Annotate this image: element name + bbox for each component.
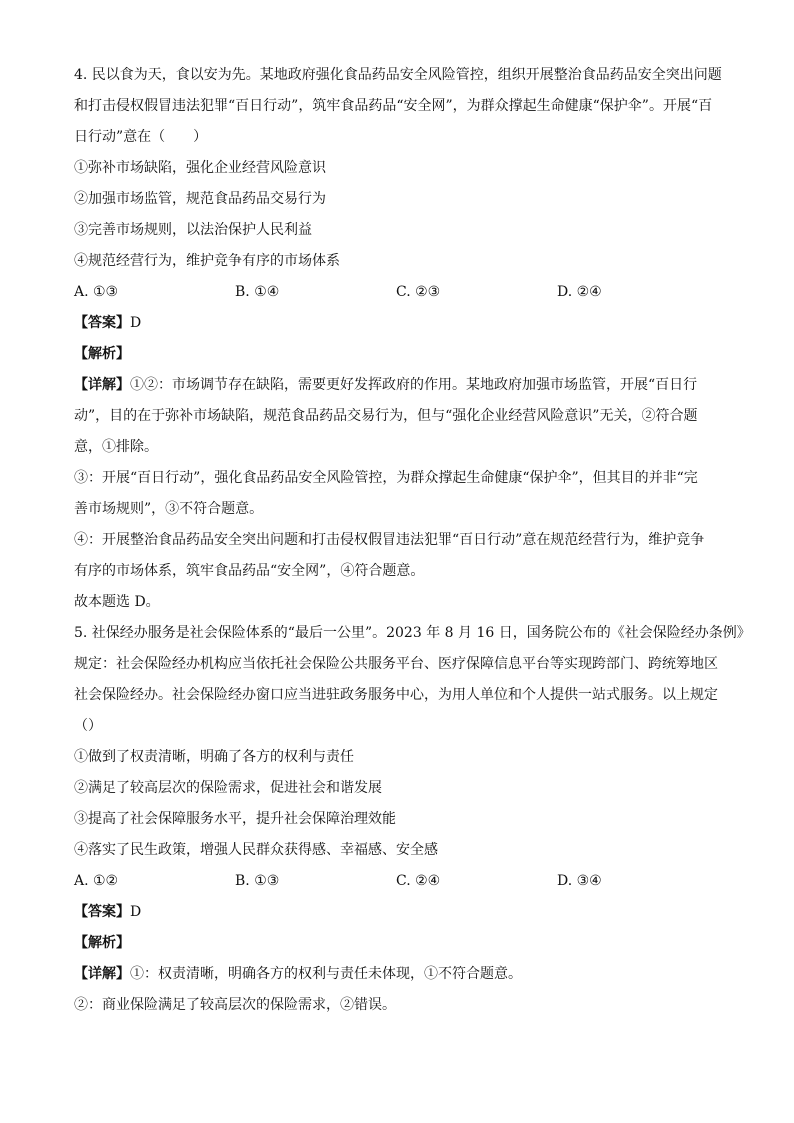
q4-stem-line-1: 4. 民以食为天，食以安为先。某地政府强化食品药品安全风险管控，组织开展整治食品药品安全突出问题 (74, 67, 722, 83)
q4-detail-line-2: 动”，目的在于弥补市场缺陷，规范食品药品交易行为，但与“强化企业经营风险意识”无关，②符合题 (74, 408, 698, 424)
q5-detail-text-1: ①：权责清晰，明确各方的权利与责任未体现，①不符合题意。 (130, 966, 522, 982)
q4-option-a: A. ①③ (74, 284, 119, 300)
q4-statement-3: ③完善市场规则，以法治保护人民利益 (74, 222, 312, 238)
q4-detail-line-7: 有序的市场体系，筑牢食品药品“安全网”，④符合题意。 (74, 563, 425, 579)
q4-analysis-tag: 【解析】 (74, 346, 130, 362)
q4-stem-line-3: 日行动”意在（ ） (74, 129, 208, 145)
q5-answer-value: D (130, 904, 142, 920)
q5-statement-4: ④落实了民生政策，增强人民群众获得感、幸福感、安全感 (74, 842, 438, 858)
q5-detail-tag: 【详解】 (74, 966, 130, 982)
q5-option-b: B. ①③ (235, 873, 280, 889)
q5-answer-tag: 【答案】 (74, 904, 130, 920)
q4-stem-line-2: 和打击侵权假冒违法犯罪“百日行动”，筑牢食品药品“安全网”，为群众撑起生命健康“保护伞”。开展“百 (74, 98, 713, 114)
q5-analysis (74, 928, 724, 959)
q4-detail-tag: 【详解】 (74, 377, 130, 393)
q4-answer-tag: 【答案】 (74, 315, 130, 331)
q4-option-c: C. ②③ (396, 284, 441, 300)
q5-option-a: A. ①② (74, 873, 119, 889)
q5-answer (74, 897, 724, 928)
q5-stem-line-1: 5. 社保经办服务是社会保险体系的“最后一公里”。2023 年 8 月 16 日，国务院公布的《社会保险经办条例》 (74, 625, 751, 641)
q5-detail-line-1 (74, 959, 724, 990)
q4-detail-line-4: ③：开展“百日行动”，强化食品药品安全风险管控，为群众撑起生命健康“保护伞”，但其目的并非“完 (74, 470, 698, 486)
q4-detail-line-6: ④：开展整治食品药品安全突出问题和打击侵权假冒违法犯罪“百日行动”意在规范经营行为，维护竞争 (74, 532, 705, 548)
q5-stem-line-3: 社会保险经办。社会保险经办窗口应当进驻政务服务中心，为用人单位和个人提供一站式服务。以上规定 (74, 687, 718, 703)
q5-statement-1: ①做到了权责清晰，明确了各方的权利与责任 (74, 749, 354, 765)
document-page (74, 60, 751, 1021)
q4-conclusion: 故本题选 D。 (74, 594, 160, 610)
q5-options (74, 866, 724, 897)
q4-detail-line-5: 善市场规则”，③不符合题意。 (74, 501, 264, 517)
q5-analysis-tag: 【解析】 (74, 935, 130, 951)
q5-statement-3: ③提高了社会保障服务水平，提升社会保障治理效能 (74, 811, 396, 827)
q4-answer (74, 308, 724, 339)
q5-detail-line-2: ②：商业保险满足了较高层次的保险需求，②错误。 (74, 997, 396, 1013)
q4-statement-2: ②加强市场监管，规范食品药品交易行为 (74, 191, 326, 207)
q5-stem-line-2: 规定：社会保险经办机构应当依托社会保险公共服务平台、医疗保障信息平台等实现跨部门、跨统筹地区 (74, 656, 718, 672)
q5-option-c: C. ②④ (396, 873, 441, 889)
q5-stem-line-4: （） (74, 718, 102, 734)
q4-detail-text-1: ①②：市场调节存在缺陷，需要更好发挥政府的作用。某地政府加强市场监管，开展“百日行 (130, 377, 698, 393)
q4-options (74, 277, 724, 308)
q4-detail-line-3: 意，①排除。 (74, 439, 158, 455)
q4-statement-1: ①弥补市场缺陷，强化企业经营风险意识 (74, 160, 326, 176)
q5-statement-2: ②满足了较高层次的保险需求，促进社会和谐发展 (74, 780, 382, 796)
q4-analysis (74, 339, 724, 370)
q5-option-d: D. ③④ (557, 873, 602, 889)
q4-statement-4: ④规范经营行为，维护竞争有序的市场体系 (74, 253, 340, 269)
q4-detail-line-1 (74, 370, 724, 401)
q4-answer-value: D (130, 315, 142, 331)
q4-option-d: D. ②④ (557, 284, 602, 300)
q4-option-b: B. ①④ (235, 284, 280, 300)
